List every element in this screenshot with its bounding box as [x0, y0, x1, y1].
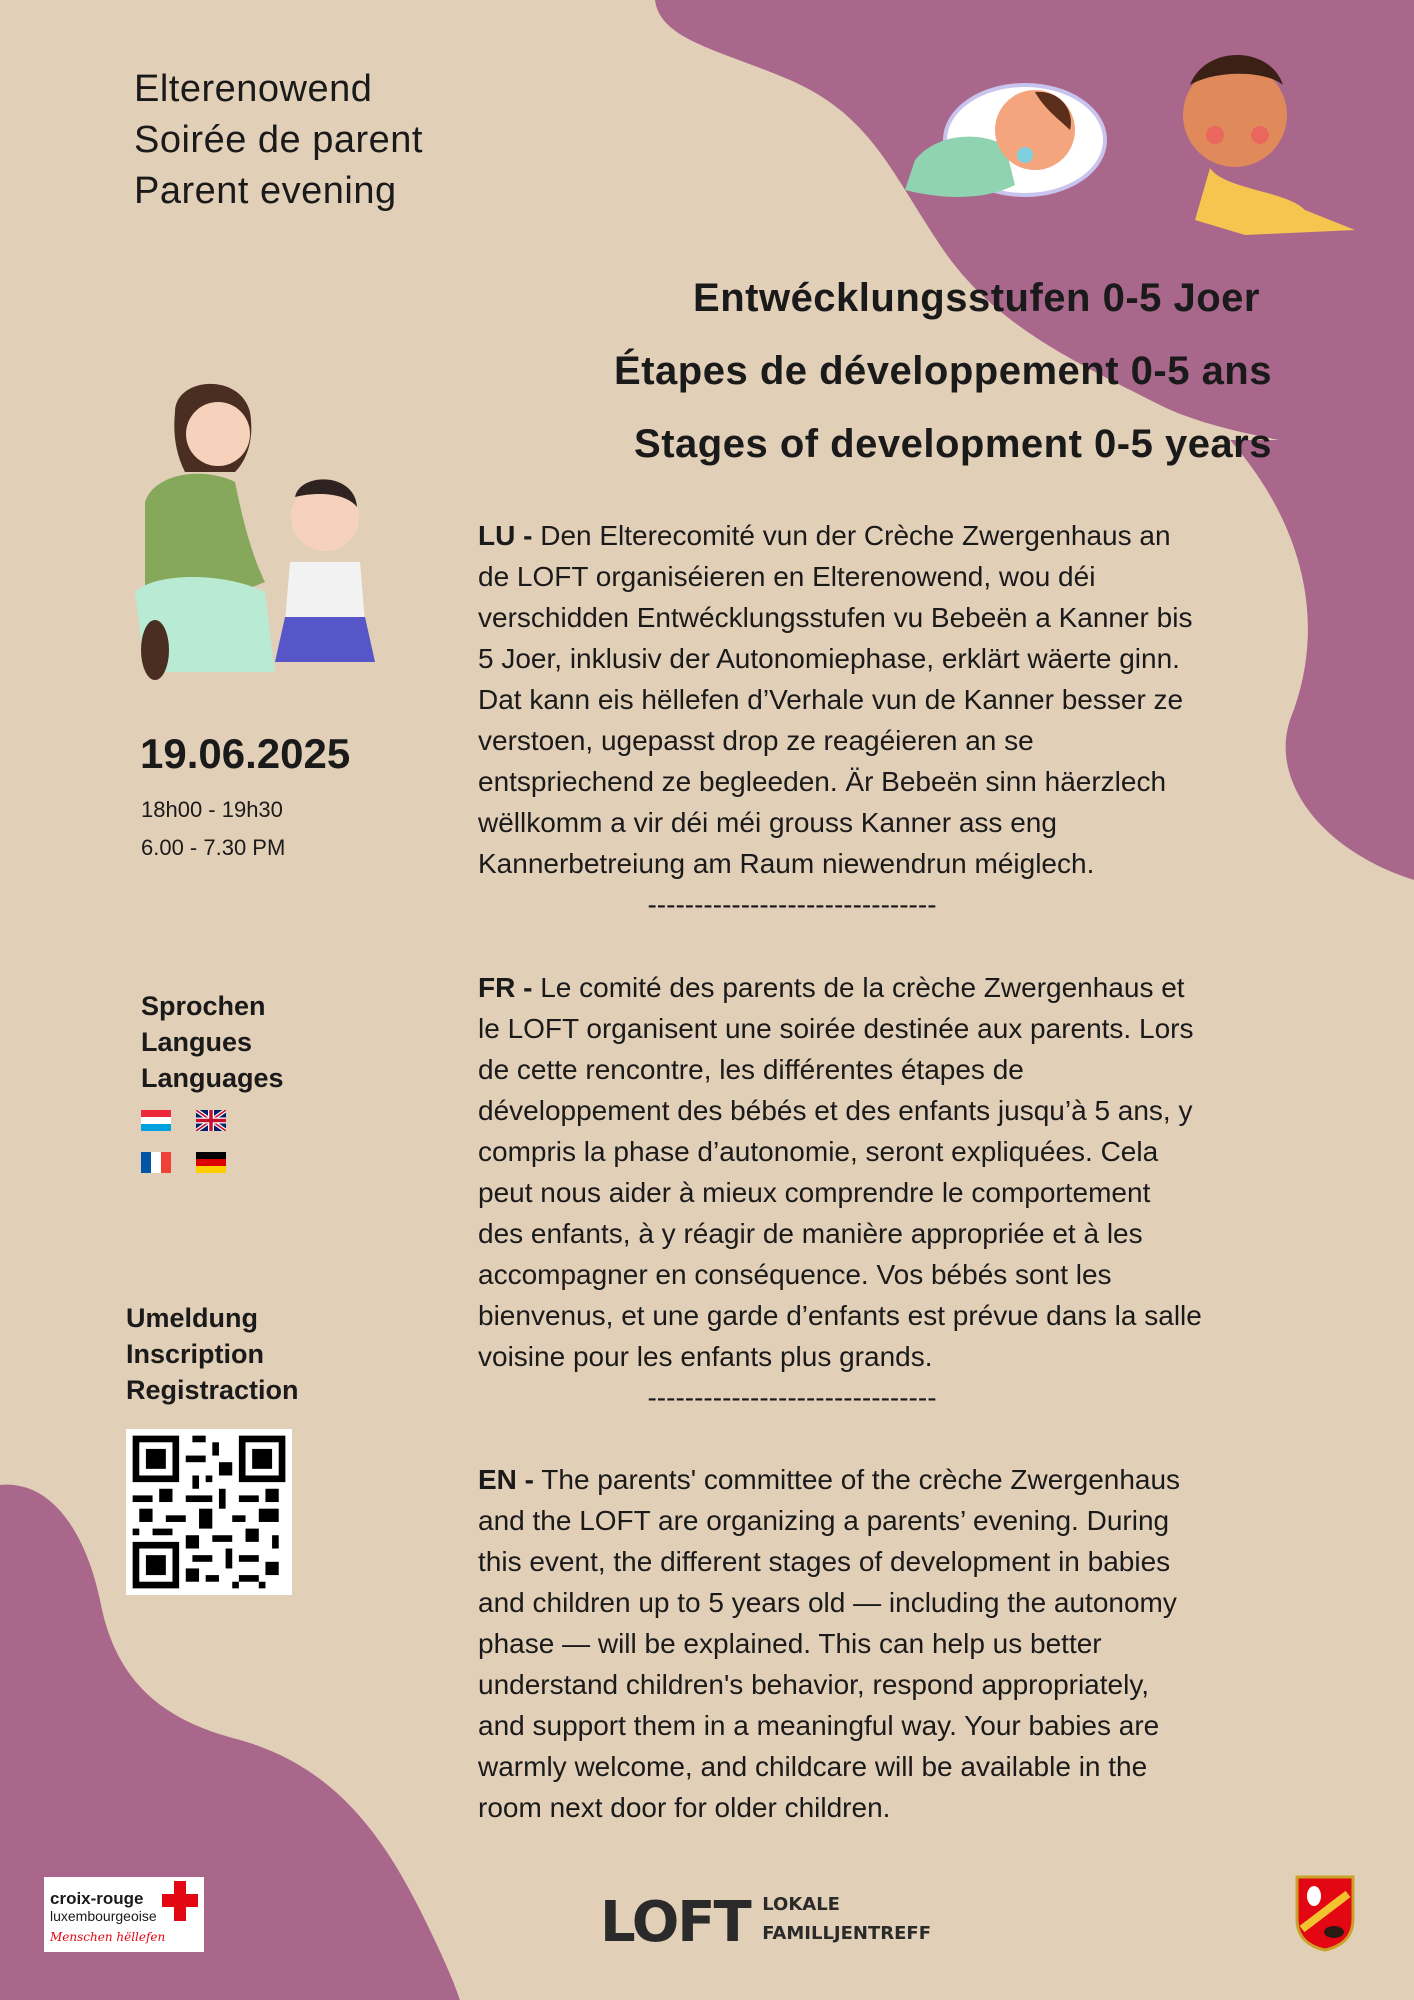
languages-heading-fr: Langues: [141, 1027, 253, 1057]
event-type-en: Parent evening: [134, 170, 397, 212]
baby-crawling-icon: [1183, 55, 1355, 235]
event-time-24h: 18h00 - 19h30: [141, 797, 283, 822]
registration-heading: [126, 1300, 299, 1408]
section-line: verschidden Entwécklungsstufen vu Bebeën a Kanner bis: [478, 602, 1193, 633]
flag-uk-icon: [196, 1110, 226, 1131]
section-line: The parents' committee of the crèche Zwergenhaus: [534, 1464, 1181, 1495]
event-type-fr: Soirée de parent: [134, 119, 423, 161]
flag-germany-icon: [196, 1152, 226, 1173]
baby-sleeping-icon: [905, 85, 1105, 197]
registration-heading-lu: Umeldung: [126, 1303, 258, 1333]
croix-rouge-slogan: Menschen hëllefen: [50, 1930, 166, 1944]
loft-logo: [600, 1890, 931, 1955]
section-separator: -------------------------------: [647, 889, 937, 920]
languages-heading-lu: Sprochen: [141, 991, 266, 1021]
section-line: understand children's behavior, respond appropriately,: [478, 1669, 1150, 1700]
title-en: Stages of development 0-5 years: [634, 422, 1272, 466]
section-line: and the LOFT are organizing a parents’ evening. During: [478, 1505, 1170, 1536]
flag-france-icon: [141, 1152, 171, 1173]
section-line: le LOFT organisent une soirée destinée aux parents. Lors: [478, 1013, 1194, 1044]
qr-code-graphic: [126, 1429, 292, 1595]
section-en: [478, 1459, 1308, 1828]
titles: [614, 262, 1272, 481]
section-line: Dat kann eis hëllefen d’Verhale vun de Kanner besser ze: [478, 684, 1184, 715]
section-line: room next door for older children.: [478, 1792, 891, 1823]
event-time-12h: 6.00 - 7.30 PM: [141, 835, 286, 860]
title-lu: Entwécklungsstufen 0-5 Joer: [693, 276, 1260, 320]
section-code: FR -: [478, 972, 533, 1003]
section-line: accompagner en conséquence. Vos bébés sont les: [478, 1259, 1112, 1290]
section-line: and support them in a meaningful way. Your babies are: [478, 1710, 1160, 1741]
section-lu: [478, 515, 1308, 925]
croix-rouge-sub: luxembourgeoise: [50, 1908, 157, 1924]
mother-child-illustration: [125, 372, 400, 687]
section-line: 5 Joer, inklusiv der Autonomiephase, erklärt wäerte ginn.: [478, 643, 1180, 674]
event-type: [134, 64, 423, 217]
section-line: Den Elterecomité vun der Crèche Zwergenhaus an: [532, 520, 1171, 551]
section-line: peut nous aider à mieux comprendre le comportement: [478, 1177, 1151, 1208]
croix-rouge-name: croix-rouge: [50, 1889, 144, 1908]
loft-tagline: [762, 1890, 931, 1948]
loft-tagline-1: LOKALE: [762, 1894, 840, 1915]
event-date: 19.06.2025: [140, 730, 351, 777]
event-type-lu: Elterenowend: [134, 68, 373, 110]
section-fr: [478, 967, 1308, 1418]
section-line: compris la phase d’autonomie, seront expliquées. Cela: [478, 1136, 1159, 1167]
qr-code-icon[interactable]: [126, 1429, 292, 1595]
loft-name: LOFT: [600, 1890, 750, 1955]
section-line: Kannerbetreiung am Raum niewendrun méiglech.: [478, 848, 1095, 879]
title-fr: Étapes de développement 0-5 ans: [614, 349, 1272, 393]
section-code: EN -: [478, 1464, 534, 1495]
section-line: de LOFT organiséieren en Elterenowend, wou déi: [478, 561, 1096, 592]
section-line: this event, the different stages of development in babies: [478, 1546, 1171, 1577]
section-line: verstoen, ugepasst drop ze reagéieren an se: [478, 725, 1034, 756]
croix-rouge-logo: [44, 1877, 204, 1952]
section-line: wëllkomm a vir déi méi grouss Kanner ass eng: [478, 807, 1057, 838]
section-line: and children up to 5 years old — including the autonomy: [478, 1587, 1177, 1618]
section-line: entspriechend ze begleeden. Är Bebeën sinn häerzlech: [478, 766, 1167, 797]
loft-tagline-2: FAMILLJENTREFF: [762, 1923, 931, 1944]
registration-heading-en: Registraction: [126, 1375, 299, 1405]
red-cross-icon: [162, 1881, 198, 1921]
languages-heading-en: Languages: [141, 1063, 284, 1093]
flag-luxembourg-icon: [141, 1110, 171, 1131]
section-line: phase — will be explained. This can help us better: [478, 1628, 1102, 1659]
section-line: bienvenus, et une garde d’enfants est prévue dans la salle: [478, 1300, 1202, 1331]
coat-of-arms-icon: [1294, 1874, 1356, 1952]
section-line: de cette rencontre, les différentes étapes de: [478, 1054, 1024, 1085]
section-line: des enfants, à y réagir de manière appropriée et à les: [478, 1218, 1143, 1249]
section-line: warmly welcome, and childcare will be available in the: [478, 1751, 1148, 1782]
section-line: voisine pour les enfants plus grands.: [478, 1341, 933, 1372]
languages-heading: [141, 988, 284, 1096]
section-separator: -------------------------------: [647, 1382, 937, 1413]
registration-heading-fr: Inscription: [126, 1339, 265, 1369]
section-line: développement des bébés et des enfants jusqu’à 5 ans, y: [478, 1095, 1193, 1126]
babies-illustration: [885, 40, 1355, 250]
section-line: Le comité des parents de la crèche Zwergenhaus et: [532, 972, 1185, 1003]
section-code: LU -: [478, 520, 533, 551]
